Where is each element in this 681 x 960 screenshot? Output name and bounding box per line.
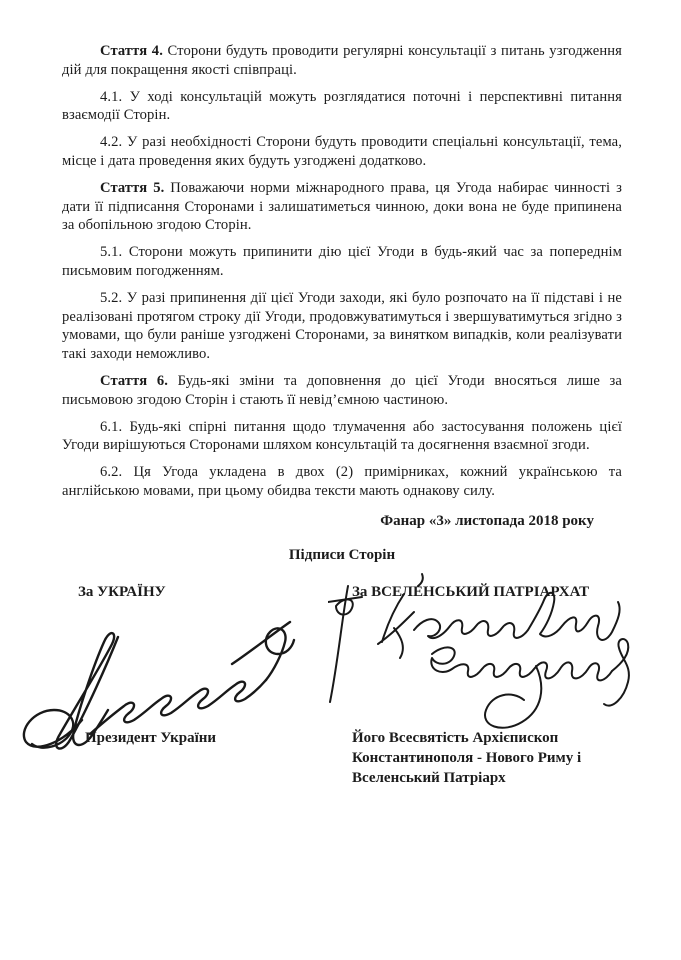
dateline: Фанар «3» листопада 2018 року — [380, 512, 594, 529]
patriarch-signature-icon — [328, 570, 663, 740]
paragraph-5-2 — [62, 289, 622, 364]
clause-4-2-lead: 4.2. — [100, 134, 123, 151]
signatures-area — [62, 604, 622, 730]
clause-6-1-text: Будь-які спірні питання щодо тлумачення або застосування положень цієї Угоди вирішуються Сторонами шляхом консультацій та досягнення взаємної згоди. — [62, 418, 622, 454]
paragraph-4-2 — [62, 133, 622, 171]
clause-5-1-text: Сторони можуть припинити дію цієї Угоди в будь-який час за попереднім письмовим погодженням. — [62, 244, 623, 279]
paragraph-article-5 — [62, 179, 622, 235]
clause-6-2-text: Ця Угода укладена в двох (2) примірниках, кожний українською та англійською мовами, при цьому обидва тексти мають однакову силу. — [62, 464, 623, 499]
party-ukraine-label: За УКРАЇНУ — [78, 583, 166, 600]
clause-6-1-lead: 6.1. — [100, 418, 123, 435]
signatory-titles-row — [62, 730, 622, 810]
clause-5-1-lead: 5.1. — [100, 244, 123, 261]
clause-5-2-text: У разі припинення дії цієї Угоди заходи, які було розпочато на її підставі і не реалізовані протягом строку дії Угоди, продовжуватимуться і звершуватимуться згідно з умовами, що були раніше узгоджені Сторонами, за винятком випадків, коли реалізувати такі заходи неможливо. — [62, 289, 622, 363]
article-4-lead: Стаття 4. — [100, 43, 163, 59]
party-patriarchate-label: За ВСЕЛЕНСЬКИЙ ПАТРІАРХАТ — [352, 583, 590, 600]
president-title: Президент України — [85, 729, 217, 746]
paragraph-article-6 — [62, 372, 622, 410]
paragraph-5-1 — [62, 243, 622, 281]
paragraph-article-4 — [62, 42, 622, 80]
document-body — [62, 42, 622, 810]
article-5-text: Поважаючи норми міжнародного права, ця Угода набирає чинності з дати її підписання Сторонами і залишатиметься чинною, доки вона не буде припинена за обопільною згодою Сторін. — [62, 179, 622, 234]
paragraph-4-1 — [62, 88, 622, 126]
clause-4-1-text: У ході консультацій можуть розглядатися поточні і перспективні питання взаємодії Сторін. — [62, 88, 622, 124]
clause-5-2-lead: 5.2. — [100, 289, 123, 306]
clause-6-2-lead: 6.2. — [100, 464, 123, 481]
clause-4-1-lead: 4.1. — [100, 88, 123, 105]
patriarch-title-line-3: Вселенський Патріарх — [352, 769, 506, 786]
patriarch-title-line-1: Його Всесвятість Архієпископ — [352, 729, 559, 746]
article-4-text: Сторони будуть проводити регулярні консультації з питань узгодження дій для покращення якості співпраці. — [62, 43, 622, 78]
paragraph-6-1 — [62, 418, 622, 456]
patriarch-title-line-2: Константинополя - Нового Риму і — [352, 749, 582, 766]
clause-4-2-text: У разі необхідності Сторони будуть проводити спеціальні консультації, тема, місце і дата проведення яких будуть узгоджені додатково. — [62, 134, 623, 169]
article-5-lead: Стаття 5. — [100, 179, 165, 196]
paragraph-6-2 — [62, 463, 622, 501]
article-6-lead: Стаття 6. — [100, 372, 169, 389]
article-6-text: Будь-які зміни та доповнення до цієї Угоди вносяться лише за письмовою згодою Сторін і стають її невід’ємною частиною. — [62, 372, 622, 408]
patriarch-title — [352, 728, 652, 788]
signatures-heading: Підписи Сторін — [288, 546, 396, 563]
